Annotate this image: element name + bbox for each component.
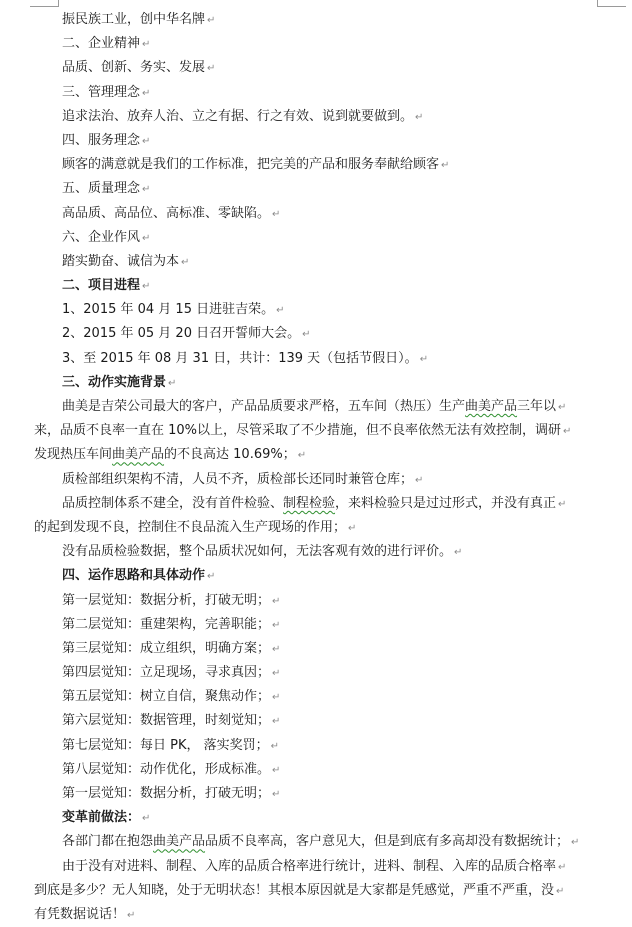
line-text: 没有品质检验数据，整个品质状况如何，无法客观有效的进行评价。 bbox=[62, 544, 453, 560]
paragraph-mark: ↵ bbox=[571, 837, 580, 849]
paragraph-mark: ↵ bbox=[272, 716, 281, 728]
page-corner-mark-right bbox=[597, 0, 626, 7]
paragraph-line bbox=[0, 177, 632, 201]
line-text: 振民族工业，创中华名牌 bbox=[62, 12, 206, 27]
section-heading bbox=[0, 274, 632, 298]
paragraph-mark: ↵ bbox=[297, 450, 307, 462]
paragraph-line bbox=[0, 879, 632, 903]
paragraph-line bbox=[0, 709, 632, 733]
paragraph-mark: ↵ bbox=[419, 353, 429, 365]
paragraph-mark: ↵ bbox=[276, 305, 285, 317]
spellcheck-underline: 制程检验 bbox=[283, 495, 336, 511]
paragraph-mark: ↵ bbox=[302, 329, 311, 341]
paragraph-mark: ↵ bbox=[348, 522, 357, 534]
paragraph-mark: ↵ bbox=[207, 15, 216, 26]
paragraph-line bbox=[0, 56, 632, 80]
line-text: 1、2015 年 04 月 15 日进驻吉荣。 bbox=[62, 302, 275, 318]
paragraph-line bbox=[0, 734, 632, 758]
paragraph-line bbox=[0, 32, 632, 56]
paragraph-mark: ↵ bbox=[142, 87, 151, 99]
line-text: 四、运作思路和具体动作 bbox=[62, 568, 206, 584]
paragraph-line bbox=[0, 661, 632, 685]
line-text: 质检部组织架构不清，人员不齐，质检部长还同时兼管仓库； bbox=[62, 471, 414, 487]
paragraph-mark: ↵ bbox=[272, 595, 281, 607]
paragraph-mark: ↵ bbox=[142, 232, 151, 244]
line-text: 第一层觉知：数据分析，打破无明； bbox=[62, 592, 271, 608]
paragraph-line bbox=[0, 685, 632, 709]
spellcheck-underline: 曲美产品 bbox=[112, 447, 165, 463]
page-corner-mark-left bbox=[30, 0, 59, 7]
line-text: 第四层觉知：立足现场，寻求真因； bbox=[62, 665, 271, 681]
paragraph-line bbox=[0, 395, 632, 419]
line-text: 第七层觉知：每日 PK， 落实奖罚； bbox=[62, 737, 269, 753]
paragraph-line bbox=[0, 903, 632, 927]
paragraph-mark: ↵ bbox=[558, 861, 567, 873]
line-text: 二、项目进程 bbox=[62, 278, 141, 294]
line-text: 四、服务理念 bbox=[62, 132, 141, 148]
paragraph-line bbox=[0, 492, 632, 516]
paragraph-line bbox=[0, 105, 632, 129]
paragraph-mark: ↵ bbox=[142, 281, 151, 293]
paragraph-line bbox=[0, 226, 632, 250]
paragraph-line bbox=[0, 347, 632, 371]
paragraph-mark: ↵ bbox=[556, 885, 565, 897]
line-text: 到底是多少？无人知晓，处于无明状态！其根本原因就是大家都是凭感觉，严重不严重，没 bbox=[34, 882, 555, 898]
paragraph-line bbox=[0, 589, 632, 613]
paragraph-line bbox=[0, 637, 632, 661]
line-text: 第一层觉知：数据分析，打破无明； bbox=[62, 786, 271, 801]
spellcheck-underline: 曲美产品 bbox=[153, 834, 206, 850]
line-text: 品质、创新、务实、发展 bbox=[62, 60, 206, 76]
paragraph-line bbox=[0, 8, 632, 32]
line-text: 踏实勤奋、诚信为本 bbox=[62, 253, 180, 269]
paragraph-line bbox=[0, 516, 632, 540]
paragraph-line bbox=[0, 758, 632, 782]
line-text: 三、管理理念 bbox=[62, 84, 141, 100]
line-text: 第六层觉知：数据管理，时刻觉知； bbox=[62, 713, 271, 729]
paragraph-line bbox=[0, 468, 632, 492]
line-text: 第八层觉知：动作优化，形成标准。 bbox=[62, 761, 271, 777]
line-text: 第五层觉知：树立自信，聚焦动作； bbox=[62, 689, 271, 705]
paragraph-mark: ↵ bbox=[272, 692, 281, 704]
line-text: 五、质量理念 bbox=[62, 181, 141, 197]
line-text: 品质控制体系不建全，没有首件检验、制程检验，来料检验只是过过形式，并没有真正 bbox=[62, 496, 556, 511]
section-heading bbox=[0, 371, 632, 395]
paragraph-line bbox=[0, 443, 632, 467]
paragraph-line bbox=[0, 81, 632, 105]
paragraph-mark: ↵ bbox=[142, 135, 151, 147]
paragraph-mark: ↵ bbox=[454, 547, 463, 559]
paragraph-line bbox=[0, 540, 632, 564]
paragraph-mark: ↵ bbox=[272, 668, 281, 680]
paragraph-mark: ↵ bbox=[142, 813, 151, 825]
paragraph-mark: ↵ bbox=[558, 402, 567, 413]
paragraph-mark: ↵ bbox=[272, 789, 281, 800]
paragraph-line bbox=[0, 782, 632, 806]
paragraph-line bbox=[0, 830, 632, 854]
paragraph-mark: ↵ bbox=[415, 474, 424, 486]
line-text: 有凭数据说话！ bbox=[34, 906, 126, 922]
paragraph-line bbox=[0, 322, 632, 346]
line-text: 各部门都在抱怨曲美产品品质不良率高，客户意见大，但是到底有多高却没有数据统计； bbox=[62, 834, 569, 849]
line-text: 追求法治、放弃人治、立之有据、行之有效、说到就要做到。 bbox=[62, 108, 414, 124]
paragraph-mark: ↵ bbox=[181, 256, 190, 268]
section-heading bbox=[0, 564, 632, 588]
paragraph-line bbox=[0, 298, 632, 322]
line-text: 发现热压车间曲美产品的不良高达 10.69%； bbox=[34, 447, 296, 462]
line-text: 六、企业作风 bbox=[62, 229, 141, 245]
line-text: 的起到发现不良，控制住不良品流入生产现场的作用； bbox=[34, 519, 347, 535]
line-text: 3、至 2015 年 08 月 31 日，共计：139 天（包括节假日）。 bbox=[62, 350, 418, 366]
paragraph-mark: ↵ bbox=[441, 160, 450, 172]
line-text: 由于没有对进料、制程、入库的品质合格率进行统计，进料、制程、入库的品质合格率 bbox=[62, 858, 557, 874]
paragraph-mark: ↵ bbox=[168, 377, 177, 389]
paragraph-line bbox=[0, 613, 632, 637]
paragraph-mark: ↵ bbox=[272, 643, 281, 655]
paragraph-mark: ↵ bbox=[272, 208, 281, 220]
paragraph-mark: ↵ bbox=[207, 571, 216, 583]
line-text: 变革前做法： bbox=[62, 810, 141, 826]
section-heading bbox=[0, 806, 632, 830]
paragraph-mark: ↵ bbox=[272, 619, 281, 631]
line-text: 曲美是吉荣公司最大的客户，产品品质要求严格，五车间（热压）生产曲美产品三年以 bbox=[62, 399, 556, 414]
paragraph-mark: ↵ bbox=[142, 39, 151, 51]
line-text: 二、企业精神 bbox=[62, 36, 141, 52]
paragraph-mark: ↵ bbox=[142, 184, 151, 196]
paragraph-line bbox=[0, 419, 632, 443]
line-text: 高品质、高品位、高标准、零缺陷。 bbox=[62, 205, 271, 221]
paragraph-mark: ↵ bbox=[127, 909, 136, 921]
paragraph-mark: ↵ bbox=[558, 498, 567, 510]
line-text: 第三层觉知：成立组织，明确方案； bbox=[62, 640, 271, 656]
line-text: 顾客的满意就是我们的工作标准，把完美的产品和服务奉献给顾客 bbox=[62, 157, 440, 173]
paragraph-line bbox=[0, 250, 632, 274]
paragraph-line bbox=[0, 129, 632, 153]
line-text: 来，品质不良率一直在 10%以上，尽管采取了不少措施，但不良率依然无法有效控制，调研 bbox=[34, 423, 562, 439]
spellcheck-underline: 曲美产品 bbox=[465, 399, 518, 414]
paragraph-mark: ↵ bbox=[563, 426, 572, 438]
line-text: 第二层觉知：重建架构，完善职能； bbox=[62, 616, 271, 632]
paragraph-mark: ↵ bbox=[207, 63, 216, 75]
paragraph-line bbox=[0, 202, 632, 226]
paragraph-mark: ↵ bbox=[272, 764, 281, 776]
paragraph-line bbox=[0, 153, 632, 177]
line-text: 三、动作实施背景 bbox=[62, 374, 167, 390]
paragraph-mark: ↵ bbox=[270, 740, 280, 752]
document-page bbox=[0, 8, 632, 927]
paragraph-line bbox=[0, 855, 632, 879]
line-text: 2、2015 年 05 月 20 日召开誓师大会。 bbox=[62, 326, 301, 342]
paragraph-mark: ↵ bbox=[415, 111, 424, 123]
